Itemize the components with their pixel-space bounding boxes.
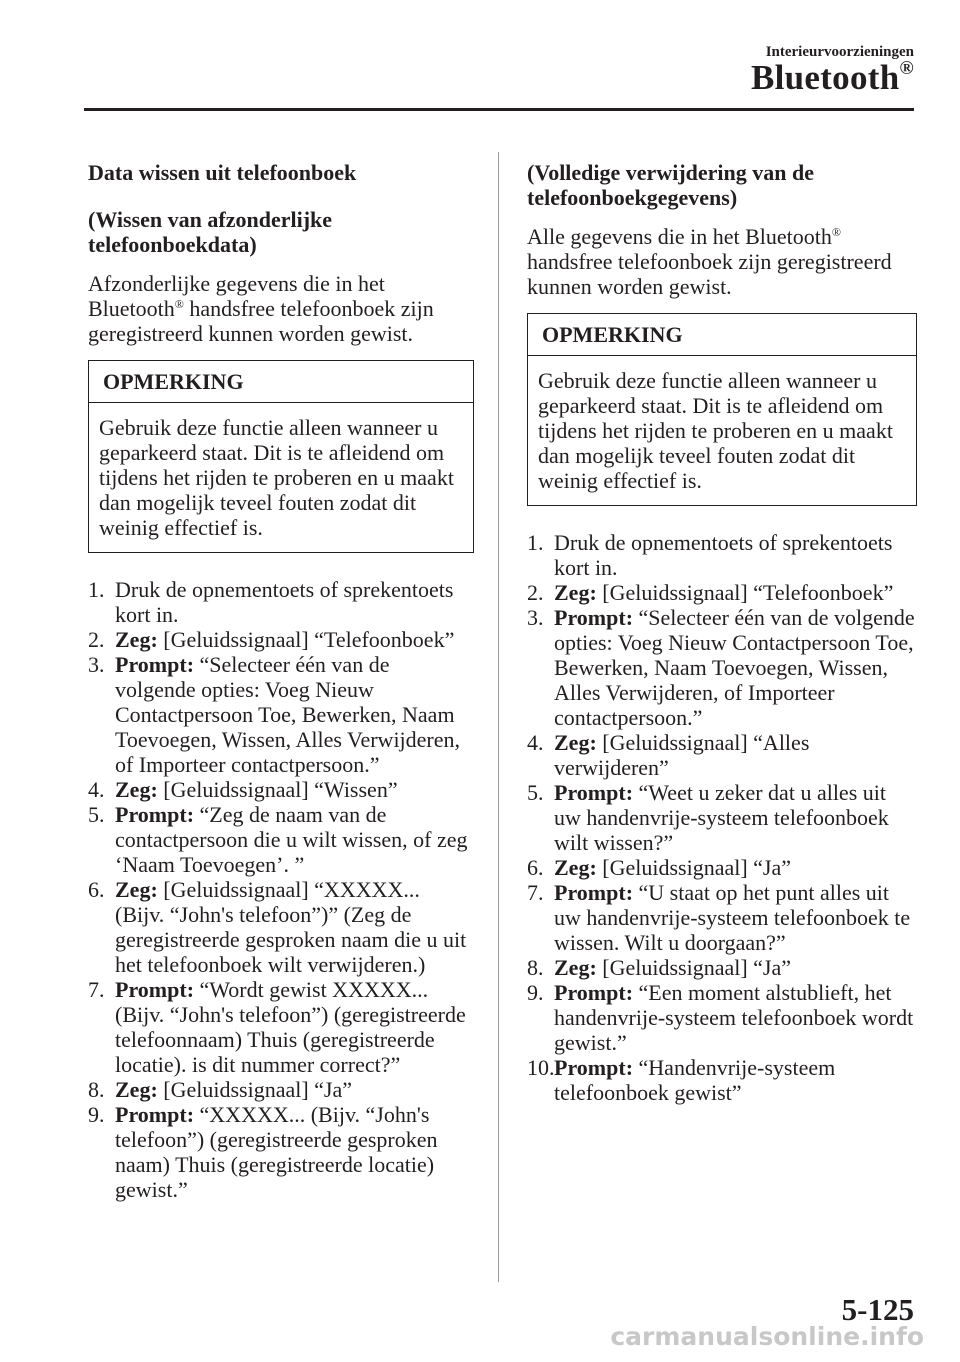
list-item: 1. Druk de opnementoets of sprekentoets kort in. bbox=[88, 577, 454, 627]
list-item: 5. Prompt: “Weet u zeker dat u alles uit uw handenvrije-systeem telefoonboek wilt wissen?” bbox=[527, 780, 889, 855]
page-title bbox=[751, 58, 914, 98]
list-item: 2. Zeg: [Geluidssignaal] “Telefoonboek” bbox=[88, 627, 455, 652]
list-item: 3. Prompt: “Selecteer één van de volgende opties: Voeg Nieuw Contactpersoon Toe, Bewerken, Naam Toevoegen, Wissen, Alles Verwijderen, of Importeer contactpersoon.” bbox=[88, 652, 461, 777]
list-item: 6. Zeg: [Geluidssignaal] “XXXXX... (Bijv. “John's telefoon”)” (Zeg de geregistreerde gesproken naam die u uit het telefoonboek wilt verwijderen.) bbox=[88, 877, 467, 977]
steps-list bbox=[88, 577, 474, 1202]
registered-mark: ® bbox=[899, 58, 914, 79]
watermark: carmanualsonline.info bbox=[610, 1322, 924, 1351]
steps-list bbox=[527, 530, 917, 1105]
list-item: 9. Prompt: “Een moment alstublieft, het handenvrije-systeem telefoonboek wordt gewist.” bbox=[527, 980, 914, 1055]
list-item: 8. Zeg: [Geluidssignaal] “Ja” bbox=[527, 955, 792, 980]
note-text: Gebruik deze functie alleen wanneer u geparkeerd staat. Dit is te afleidend om tijdens het rijden te proberen en u maakt dan mogelijk teveel fouten zodat dit weinig effectief is. bbox=[538, 368, 893, 493]
note-text: Gebruik deze functie alleen wanneer u geparkeerd staat. Dit is te afleidend om tijdens het rijden te proberen en u maakt dan mogelijk teveel fouten zodat dit weinig effectief is. bbox=[99, 415, 454, 540]
intro-paragraph: Afzonderlijke gegevens die in het Bluetooth® handsfree telefoonboek zijn geregistreerd kunnen worden gewist. bbox=[88, 271, 434, 346]
list-item: 9. Prompt: “XXXXX... (Bijv. “John's telefoon”) (geregistreerde gesproken naam) Thuis (geregistreerde locatie) gewist.” bbox=[88, 1102, 438, 1202]
note-box bbox=[88, 360, 474, 553]
header-rule bbox=[84, 108, 914, 111]
list-item: 2. Zeg: [Geluidssignaal] “Telefoonboek” bbox=[527, 580, 894, 605]
list-item: 8. Zeg: [Geluidssignaal] “Ja” bbox=[88, 1077, 353, 1102]
list-item: 10. Prompt: “Handenvrije-systeem telefoonboek gewist” bbox=[527, 1055, 836, 1105]
column-divider bbox=[498, 152, 499, 1282]
section-label: Interieurvoorzieningen bbox=[765, 44, 914, 60]
list-item: 3. Prompt: “Selecteer één van de volgende opties: Voeg Nieuw Contactpersoon Toe, Bewerken, Naam Toevoegen, Wissen, Alles Verwijderen, of Importeer contactpersoon.” bbox=[527, 605, 915, 730]
list-item: 1. Druk de opnementoets of sprekentoets kort in. bbox=[527, 530, 893, 580]
list-item: 7. Prompt: “U staat op het punt alles uit uw handenvrije-systeem telefoonboek te wissen. Wilt u doorgaan?” bbox=[527, 880, 911, 955]
list-item: 4. Zeg: [Geluidssignaal] “Alles verwijderen” bbox=[527, 730, 810, 780]
subsection-heading: (Wissen van afzonderlijke telefoonboekdata) bbox=[88, 207, 333, 257]
list-item: 6. Zeg: [Geluidssignaal] “Ja” bbox=[527, 855, 792, 880]
list-item: 5. Prompt: “Zeg de naam van de contactpersoon die u wilt wissen, of zeg ‘Naam Toevoegen’. ” bbox=[88, 802, 468, 877]
page-number: 5-125 bbox=[841, 1292, 914, 1327]
page-title-text: Bluetooth bbox=[750, 58, 900, 97]
note-box bbox=[527, 313, 917, 506]
section-heading: Data wissen uit telefoonboek bbox=[88, 160, 357, 185]
list-item: 7. Prompt: “Wordt gewist XXXXX... (Bijv. “John's telefoon”) (geregistreerde telefoonnaam) Thuis (geregistreerde locatie). is dit nummer correct?” bbox=[88, 977, 466, 1077]
left-column bbox=[88, 160, 474, 1202]
note-title: OPMERKING bbox=[89, 361, 473, 403]
intro-paragraph: Alle gegevens die in het Bluetooth® handsfree telefoonboek zijn geregistreerd kunnen worden gewist. bbox=[527, 224, 892, 299]
note-title: OPMERKING bbox=[528, 314, 916, 356]
right-column bbox=[527, 160, 917, 1105]
subsection-heading: (Volledige verwijdering van de telefoonboekgegevens) bbox=[527, 160, 814, 210]
list-item: 4. Zeg: [Geluidssignaal] “Wissen” bbox=[88, 777, 398, 802]
